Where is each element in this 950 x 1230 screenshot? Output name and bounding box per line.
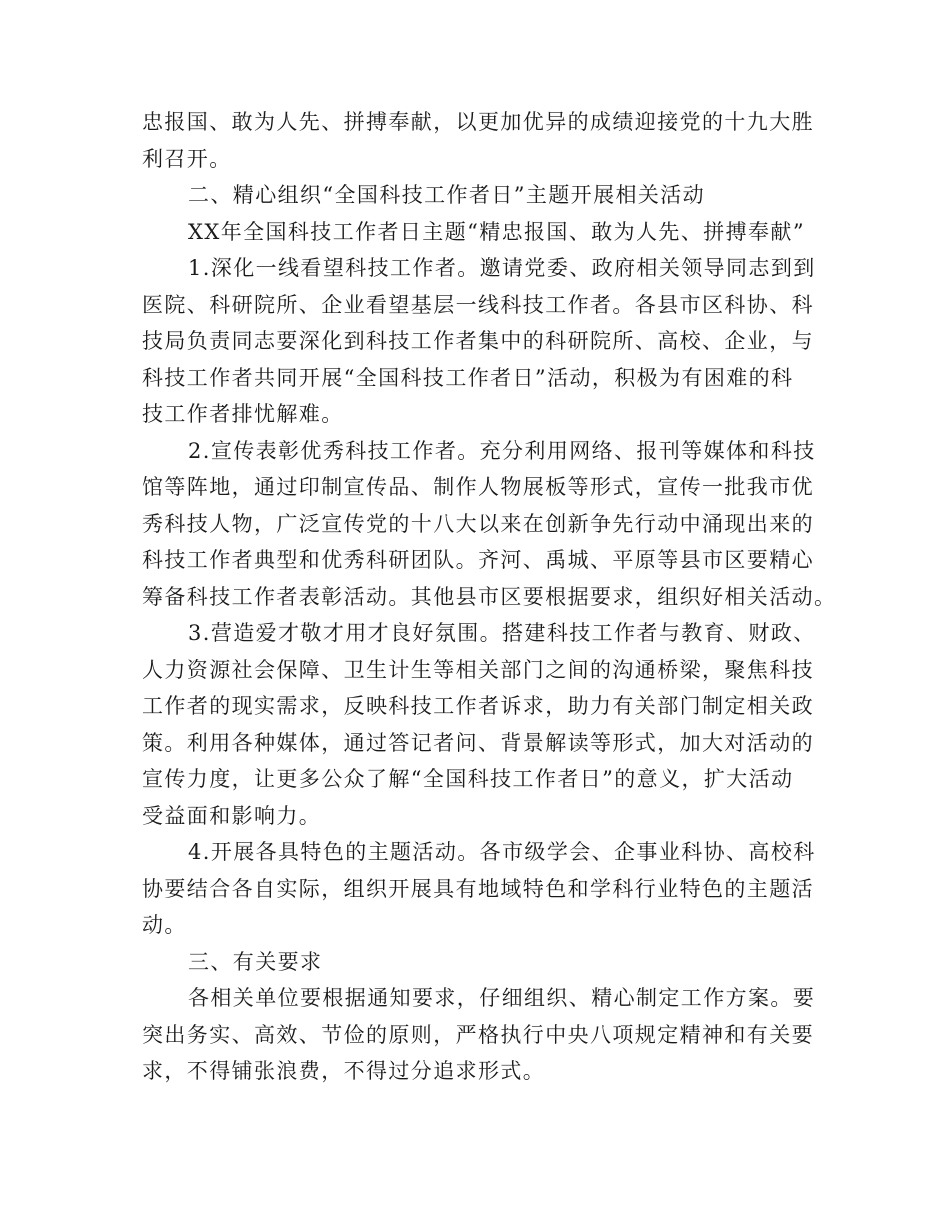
text-line: 三、有关要求 <box>188 949 323 974</box>
text-line: 技局负责同志要深化到科技工作者集中的科研院所、高校、企业，与 <box>142 329 814 353</box>
text-line: 技工作者排忧解难。 <box>142 402 344 426</box>
text-line: 策。利用各种媒体，通过答记者问、背景解读等形式，加大对活动的 <box>142 730 814 755</box>
text-line: 利召开。 <box>142 146 232 171</box>
text-line: 动。 <box>142 913 187 937</box>
text-line: 科技工作者共同开展“全国科技工作者日”活动，积极为有困难的科 <box>142 365 794 390</box>
text-line: 人力资源社会保障、卫生计生等相关部门之间的沟通桥梁，聚焦科技 <box>142 657 814 682</box>
text-line: 2.宣传表彰优秀科技工作者。充分利用网络、报刊等媒体和科技 <box>188 438 816 463</box>
text-line: 受益面和影响力。 <box>142 803 322 828</box>
text-line: 忠报国、敢为人先、拼搏奉献，以更加优异的成绩迎接党的十九大胜 <box>142 110 814 134</box>
text-line: 各相关单位要根据通知要求，仔细组织、精心制定工作方案。要 <box>188 986 816 1010</box>
text-line: 医院、科研院所、企业看望基层一线科技工作者。各县市区科协、科 <box>142 292 814 317</box>
text-line: 4.开展各具特色的主题活动。各市级学会、企事业科协、高校科 <box>188 840 816 864</box>
text-line: 协要结合各自实际，组织开展具有地域特色和学科行业特色的主题活 <box>142 876 814 901</box>
text-line: 二、精心组织“全国科技工作者日”主题开展相关活动 <box>188 183 706 207</box>
text-line: 宣传力度，让更多公众了解“全国科技工作者日”的意义，扩大活动 <box>142 767 794 791</box>
text-line: 馆等阵地，通过印制宣传品、制作人物展板等形式，宣传一批我市优 <box>142 475 814 499</box>
text-line: 1.深化一线看望科技工作者。邀请党委、政府相关领导同志到到 <box>188 256 816 280</box>
document-body <box>142 104 837 1090</box>
text-line: 科技工作者典型和优秀科研团队。齐河、禹城、平原等县市区要精心 <box>142 548 814 572</box>
text-line: 求，不得铺张浪费，不得过分追求形式。 <box>142 1059 546 1083</box>
text-line: 工作者的现实需求，反映科技工作者诉求，助力有关部门制定相关政 <box>142 694 814 718</box>
text-line: 3.营造爱才敬才用才良好氛围。搭建科技工作者与教育、财政、 <box>188 621 816 645</box>
text-line: 筹备科技工作者表彰活动。其他县市区要根据要求，组织好相关活动。 <box>142 584 837 609</box>
text-line: XX年全国科技工作者日主题“精忠报国、敢为人先、拼搏奉献” <box>188 219 805 244</box>
text-line: 秀科技人物，广泛宣传党的十八大以来在创新争先行动中涌现出来的 <box>142 511 814 536</box>
text-line: 突出务实、高效、节俭的原则，严格执行中央八项规定精神和有关要 <box>142 1022 814 1047</box>
